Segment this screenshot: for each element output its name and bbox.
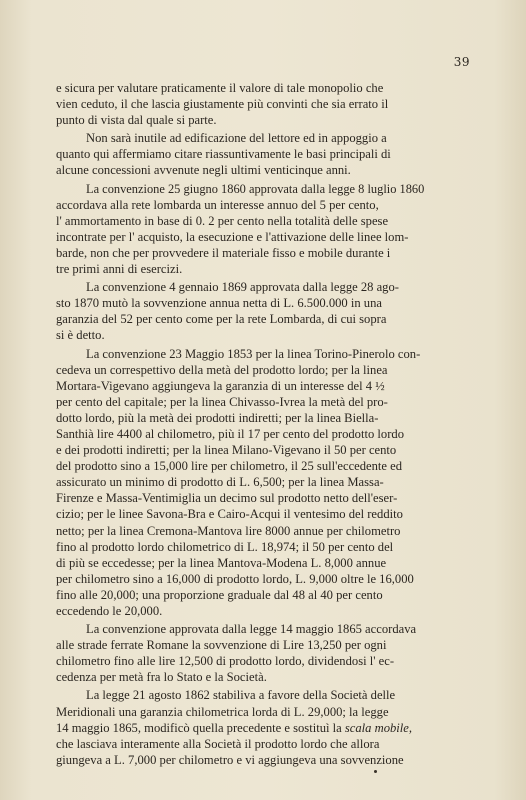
paragraph-start-line: La convenzione 4 gennaio 1869 approvata dalla legge 28 ago- — [86, 280, 399, 295]
text-line: Firenze e Massa-Ventimiglia un decimo sul prodotto netto dell'eser- — [56, 491, 398, 506]
ink-speck — [374, 770, 377, 773]
text-line: barde, non che per provvedere il materiale fisso e mobile durante i — [56, 245, 391, 260]
text-line: l' ammortamento in base di 0. 2 per cento nella totalità delle spese — [56, 213, 389, 228]
paragraph-start-line: La convenzione 25 giugno 1860 approvata dalla legge 8 luglio 1860 — [86, 181, 425, 196]
paragraph-start-line: La convenzione approvata dalla legge 14 maggio 1865 accordava — [86, 622, 417, 637]
text-line: sto 1870 mutò la sovvenzione annua netta di L. 6.500.000 in una — [56, 296, 382, 311]
text-line: per chilometro sino a 16,000 di prodotto lordo, L. 9,000 oltre le 16,000 — [56, 571, 414, 586]
text-line: cedeva un correspettivo della metà del prodotto lordo; per la linea — [56, 362, 388, 377]
text-line: fino alle 20,000; una proporzione graduale dal 48 al 40 per cento — [56, 587, 383, 602]
text-line: di più se eccedesse; per la linea Mantova-Modena L. 8,000 annue — [56, 555, 387, 570]
text-line: quanto qui affermiamo citare riassuntivamente le basi principali di — [56, 147, 391, 162]
paragraph-start-line: La legge 21 agosto 1862 stabiliva a favore della Società delle — [86, 688, 396, 703]
text-line: dotto lordo, più la metà dei prodotti indiretti; per la linea Biella- — [56, 410, 379, 425]
text-line: Meridionali una garanzia chilometrica lorda di L. 29,000; la legge — [56, 704, 389, 719]
text-line: punto di vista dal quale si parte. — [56, 113, 217, 128]
text-line: accordava alla rete lombarda un interesse annuo del 5 per cento, — [56, 197, 379, 212]
text-fragment: 14 maggio 1865, modificò quella precedente e sostituì la — [56, 720, 342, 735]
text-line: garanzia del 52 per cento come per la rete Lombarda, di cui sopra — [56, 312, 387, 327]
text-line: Mortara-Vigevano aggiungeva la garanzia di un interesse del 4 ½ — [56, 378, 385, 393]
text-line: chilometro fino alle lire 12,500 di prodotto lordo, dividendosi l' ec- — [56, 654, 395, 669]
text-line: si è detto. — [56, 328, 105, 343]
text-line: cedenza per metà fra lo Stato e la Società. — [56, 670, 267, 685]
text-line: netto; per la linea Cremona-Mantova lire 8000 annue per chilometro — [56, 523, 401, 538]
paragraph-start-line: La convenzione 23 Maggio 1853 per la linea Torino-Pinerolo con- — [86, 346, 421, 361]
text-line: vien ceduto, il che lascia giustamente più convinti che sia errato il — [56, 97, 389, 112]
text-line: per cento del capitale; per la linea Chivasso-Ivrea la metà del pro- — [56, 394, 388, 409]
text-line: alcune concessioni avvenute negli ultimi venticinque anni. — [56, 163, 351, 178]
text-line: assicurato un minimo di prodotto di L. 6,500; per la linea Massa- — [56, 475, 384, 490]
text-line: tre primi anni di esercizi. — [56, 262, 183, 277]
text-line: cizio; per le linee Savona-Bra e Cairo-Acqui il ventesimo del reddito — [56, 507, 403, 522]
text-line: che lasciava interamente alla Società il prodotto lordo che allora — [56, 736, 380, 751]
page-number: 39 — [453, 55, 470, 69]
text-line: fino al prodotto lordo chilometrico di L. 18,974; il 50 per cento del — [56, 539, 394, 554]
text-line: giungeva a L. 7,000 per chilometro e vi aggiungeva una sovvenzione — [56, 752, 404, 767]
text-line: alle strade ferrate Romane la sovvenzione di Lire 13,250 per ogni — [56, 638, 387, 653]
body-text — [56, 80, 424, 768]
text-line: e dei prodotti indiretti; per la linea Milano-Vigevano il 50 per cento — [56, 443, 397, 458]
text-line — [56, 720, 424, 736]
text-line: incontrate per l' acquisto, la esecuzione e l'attivazione delle linee lom- — [56, 229, 409, 244]
paragraph-start-line: Non sarà inutile ad edificazione del lettore ed in appoggio a — [86, 131, 387, 146]
text-line: del prodotto sino a 15,000 lire per chilometro, il 25 sull'eccedente ed — [56, 459, 403, 474]
text-line: eccedendo le 20,000. — [56, 604, 163, 618]
text-line: e sicura per valutare praticamente il valore di tale monopolio che — [56, 81, 384, 95]
italic-term: scala mobile, — [344, 720, 413, 735]
text-line: Santhià lire 4400 al chilometro, più il 17 per cento del prodotto lordo — [56, 426, 405, 441]
